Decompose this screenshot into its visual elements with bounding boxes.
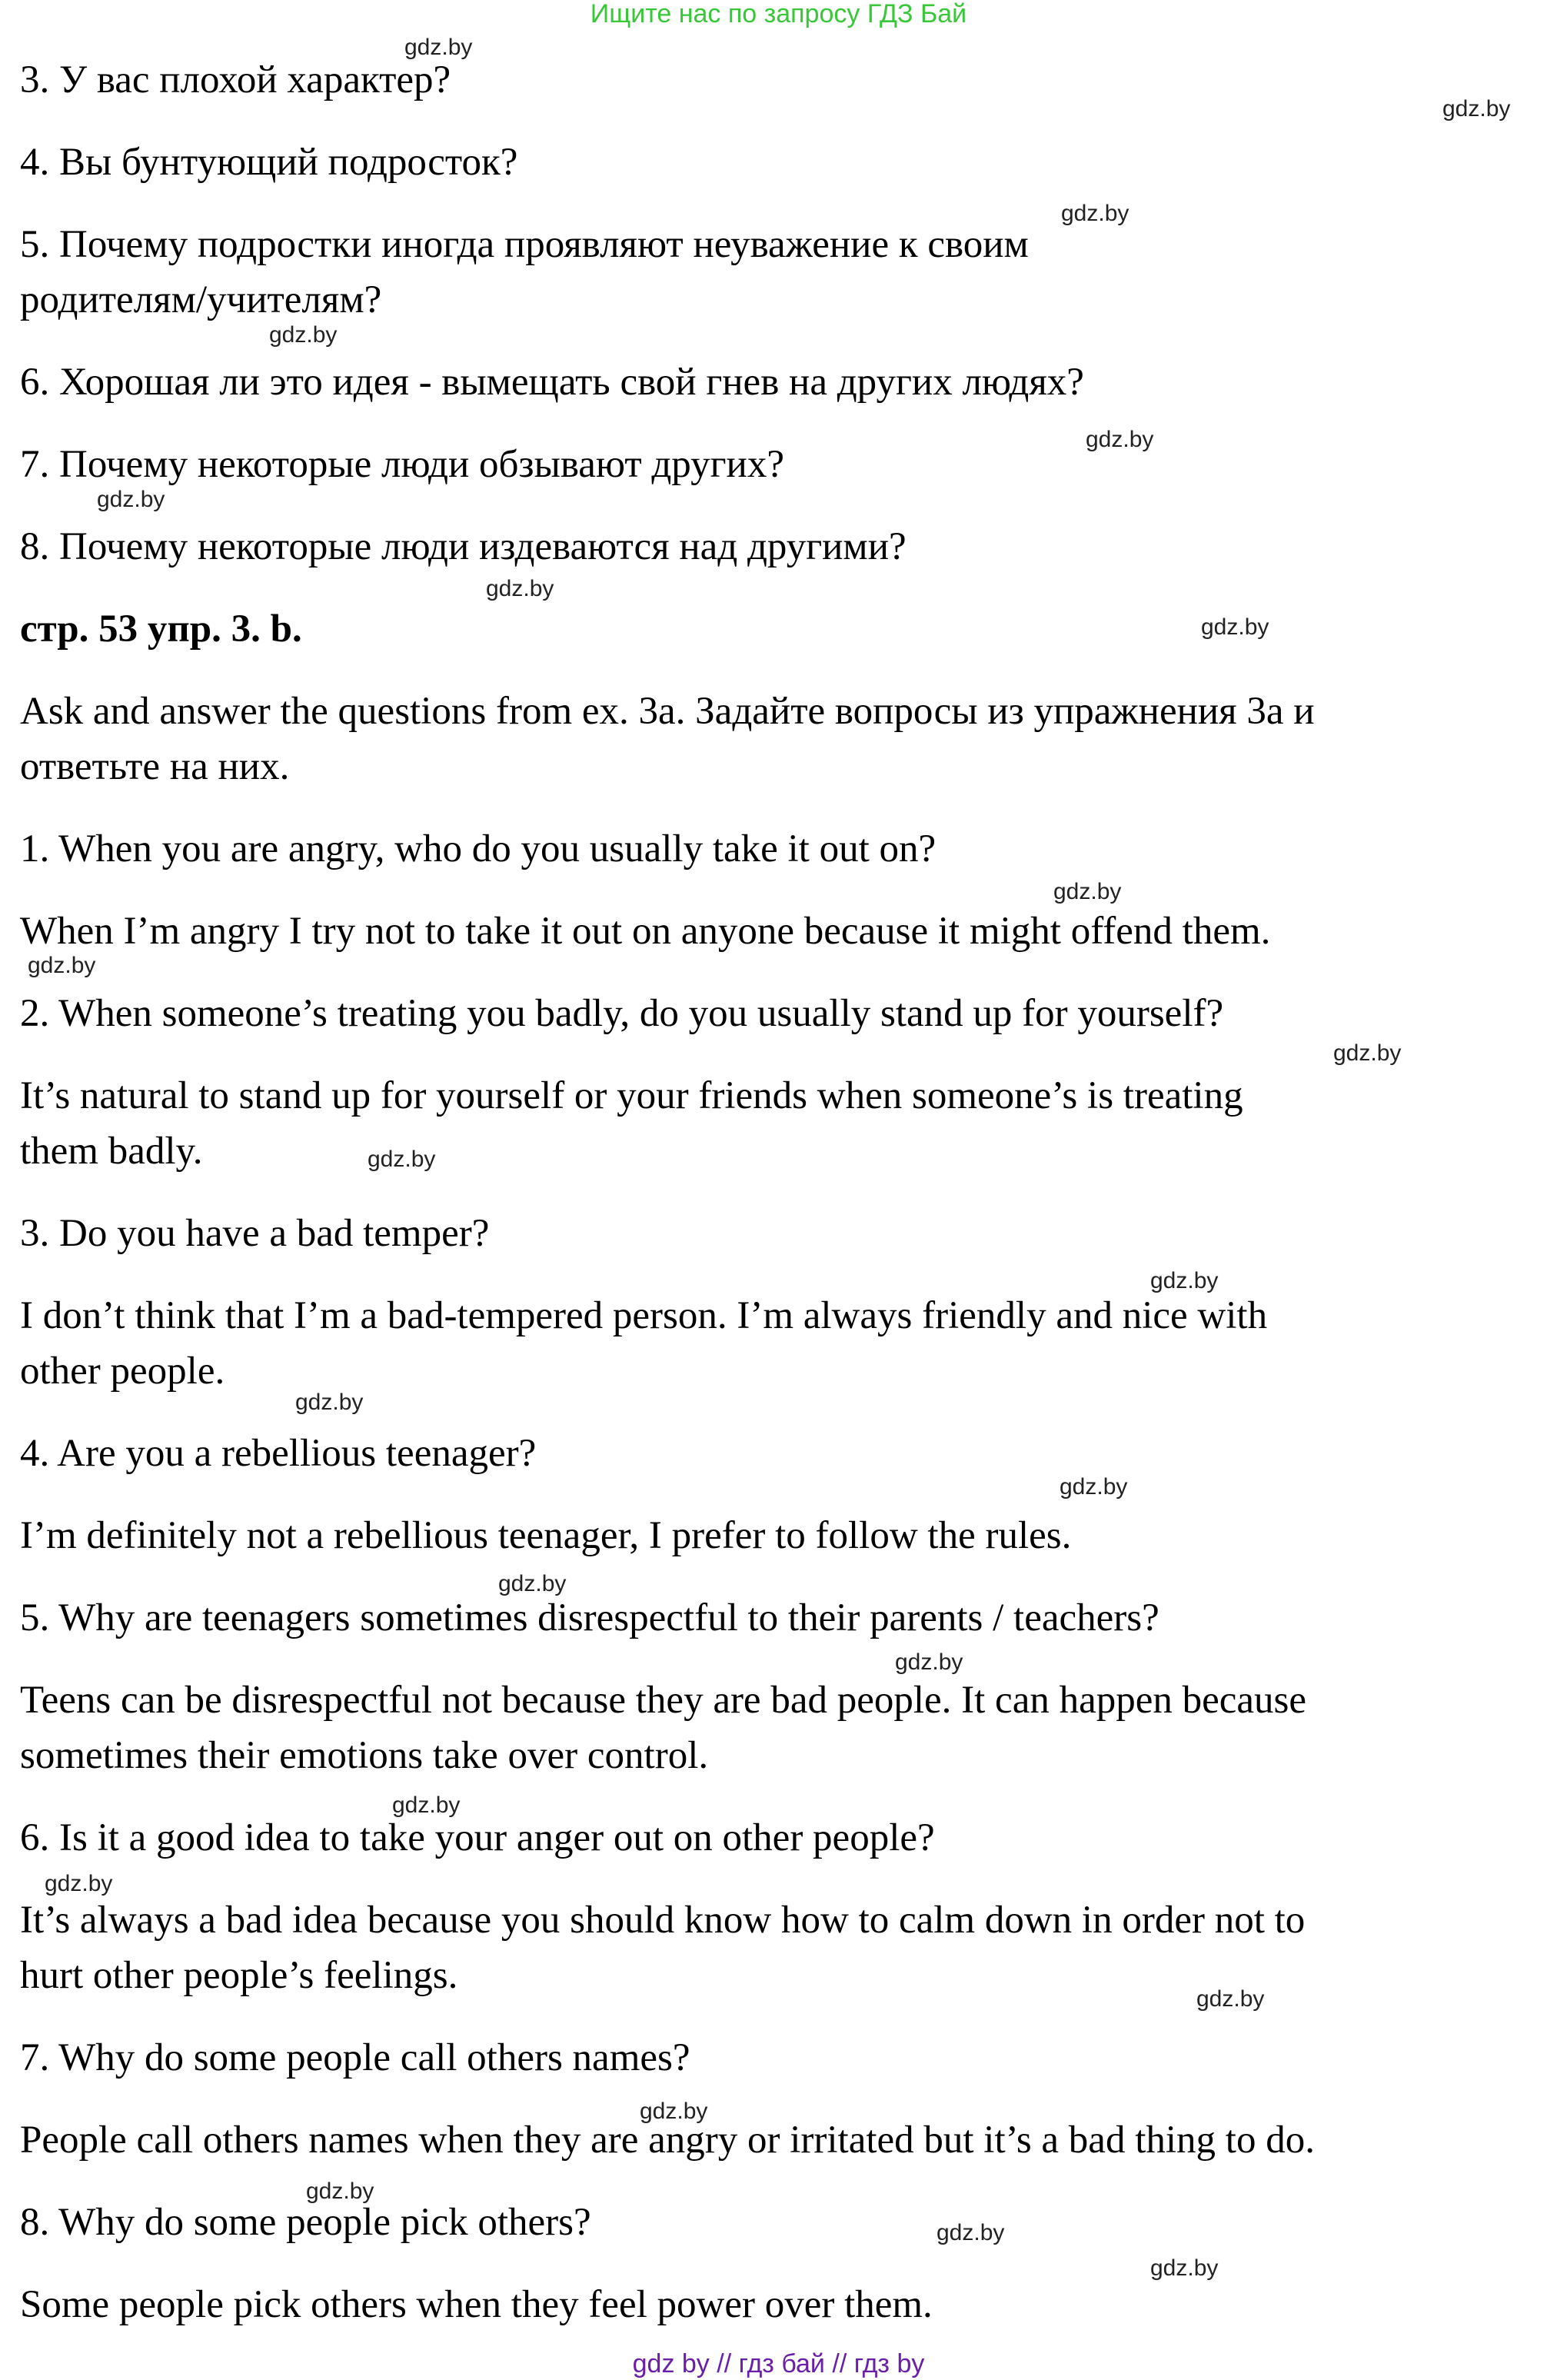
watermark: gdz.by (404, 35, 473, 60)
watermark: gdz.by (28, 953, 96, 978)
ru-question-5-cont: родителям/учителям? (20, 278, 382, 321)
qa-answer-5-cont: sometimes their emotions take over control. (20, 1734, 709, 1777)
ru-question-4: 4. Вы бунтующий подросток? (20, 141, 518, 184)
qa-question-1: 1. When you are angry, who do you usually take it out on? (20, 827, 937, 870)
task-line-1: Ask and answer the questions from ex. 3a. Задайте вопросы из упражнения 3а и (20, 690, 1315, 733)
qa-question-8: 8. Why do some people pick others? (20, 2201, 591, 2244)
section-heading: стр. 53 упр. 3. b. (20, 607, 302, 651)
qa-answer-5: Teens can be disrespectful not because they are bad people. It can happen because (20, 1679, 1306, 1722)
ru-question-7: 7. Почему некоторые люди обзывают других? (20, 443, 784, 486)
qa-answer-3-cont: other people. (20, 1350, 225, 1393)
watermark: gdz.by (295, 1390, 364, 1415)
watermark: gdz.by (486, 576, 554, 601)
qa-question-6: 6. Is it a good idea to take your anger out on other people? (20, 1816, 935, 1859)
qa-question-4: 4. Are you a rebellious teenager? (20, 1432, 537, 1475)
qa-answer-2-cont: them badly. (20, 1130, 203, 1173)
ru-question-8: 8. Почему некоторые люди издеваются над другими? (20, 525, 907, 568)
watermark: gdz.by (269, 322, 338, 348)
watermark: gdz.by (1086, 427, 1154, 452)
watermark: gdz.by (45, 1871, 113, 1896)
watermark: gdz.by (392, 1792, 461, 1818)
watermark: gdz.by (895, 1649, 963, 1675)
task-line-2: ответьте на них. (20, 745, 290, 788)
watermark: gdz.by (1060, 1474, 1128, 1500)
qa-answer-4: I’m definitely not a rebellious teenager, I prefer to follow the rules. (20, 1514, 1072, 1557)
watermark: gdz.by (97, 487, 165, 512)
qa-question-2: 2. When someone’s treating you badly, do you usually stand up for yourself? (20, 992, 1224, 1035)
top-banner[interactable]: Ищите нас по запросу ГДЗ Бай (590, 0, 967, 28)
watermark: gdz.by (498, 1571, 567, 1596)
qa-answer-1: When I’m angry I try not to take it out on anyone because it might offend them. (20, 910, 1271, 953)
watermark: gdz.by (1333, 1040, 1402, 1066)
qa-answer-6-cont: hurt other people’s feelings. (20, 1954, 458, 1997)
watermark: gdz.by (1201, 614, 1269, 640)
watermark: gdz.by (1150, 2255, 1219, 2281)
watermark: gdz.by (937, 2220, 1005, 2245)
qa-answer-3: I don’t think that I’m a bad-tempered person. I’m always friendly and nice with (20, 1294, 1268, 1337)
qa-answer-7: People call others names when they are angry or irritated but it’s a bad thing to do. (20, 2119, 1315, 2162)
watermark: gdz.by (1196, 1986, 1265, 2012)
ru-question-6: 6. Хорошая ли это идея - вымещать свой гнев на других людях? (20, 361, 1084, 404)
ru-question-3: 3. У вас плохой характер? (20, 58, 451, 102)
watermark: gdz.by (1061, 201, 1129, 226)
watermark: gdz.by (1053, 879, 1122, 904)
watermark: gdz.by (306, 2179, 374, 2204)
qa-answer-6: It’s always a bad idea because you should know how to calm down in order not to (20, 1899, 1306, 1942)
qa-question-5: 5. Why are teenagers sometimes disrespectful to their parents / teachers? (20, 1596, 1159, 1639)
qa-question-3: 3. Do you have a bad temper? (20, 1212, 490, 1255)
watermark: gdz.by (1442, 96, 1511, 121)
qa-answer-2: It’s natural to stand up for yourself or your friends when someone’s is treating (20, 1074, 1243, 1117)
watermark: gdz.by (368, 1147, 436, 1172)
watermark: gdz.by (1150, 1268, 1219, 1293)
ru-question-5: 5. Почему подростки иногда проявляют неуважение к своим (20, 223, 1029, 266)
qa-question-7: 7. Why do some people call others names? (20, 2036, 690, 2079)
qa-answer-8: Some people pick others when they feel power over them. (20, 2283, 933, 2326)
bottom-banner[interactable]: gdz by // гдз бай // гдз by (632, 2349, 925, 2378)
watermark: gdz.by (640, 2099, 708, 2124)
